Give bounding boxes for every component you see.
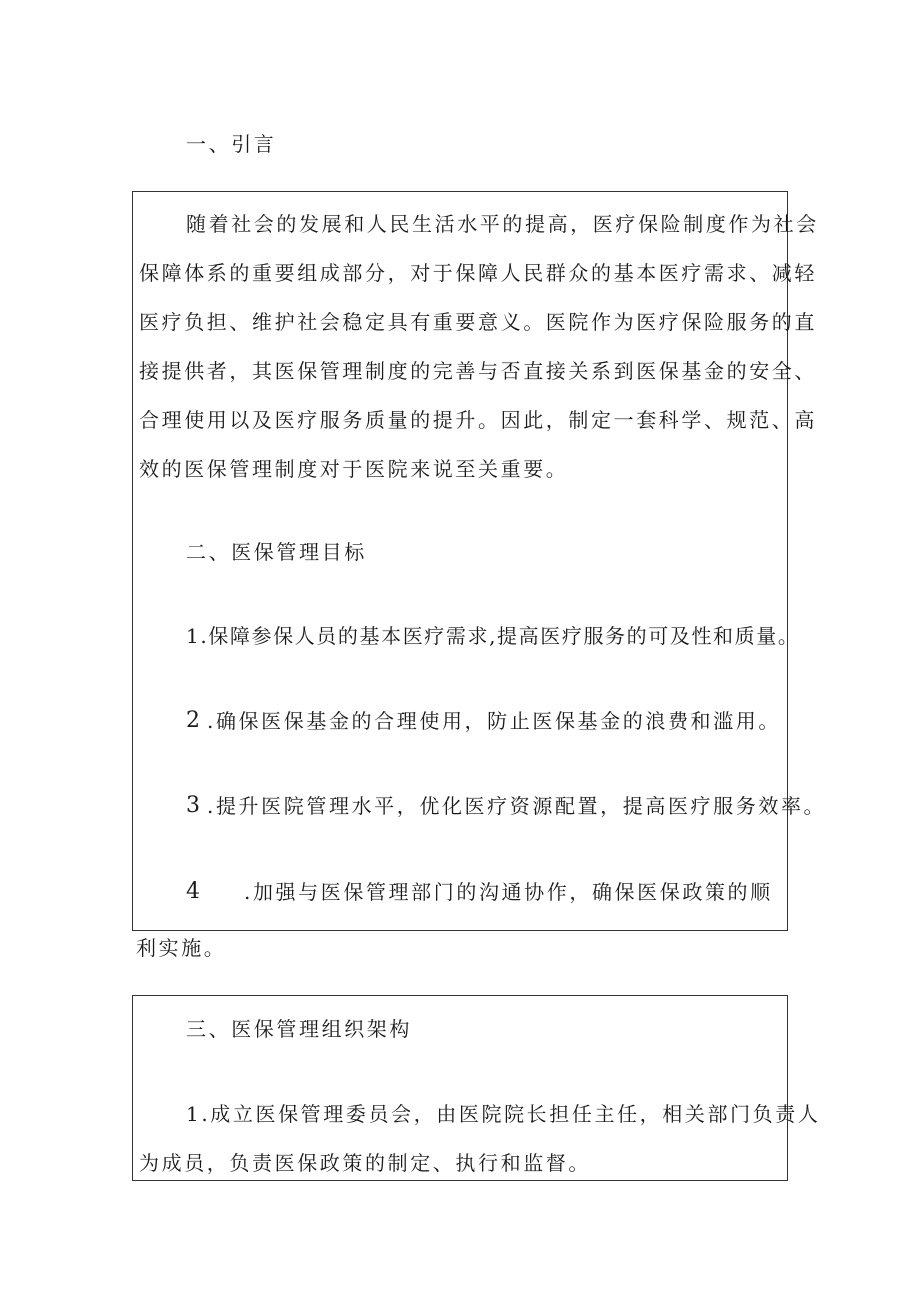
- intro-line-5: 合理使用以及医疗服务质量的提升。因此，制定一套科学、规范、高: [139, 408, 817, 432]
- goal-item-4-continuation: 利实施。: [136, 936, 227, 960]
- goal-item-4-text: .加强与医保管理部门的沟通协作，确保医保政策的顺: [244, 880, 773, 904]
- goal-item-1-number: 1.: [186, 624, 209, 648]
- goal-item-4-number: 4: [186, 879, 203, 904]
- intro-line-4: 接提供者，其医保管理制度的完善与否直接关系到医保基金的安全、: [139, 359, 817, 383]
- goal-item-3-number: 3: [186, 793, 203, 818]
- section3-heading: 三、医保管理组织架构: [186, 1017, 412, 1041]
- intro-line-1: 随着社会的发展和人民生活水平的提高，医疗保险制度作为社会: [186, 212, 819, 236]
- goal-item-2-text: .确保医保基金的合理使用，防止医保基金的浪费和滥用。: [207, 709, 781, 733]
- section1-heading: 一、引言: [186, 132, 277, 156]
- intro-line-2: 保障体系的重要组成部分，对于保障人民群众的基本医疗需求、减轻: [139, 261, 817, 285]
- section2-heading: 二、医保管理目标: [186, 540, 367, 564]
- intro-line-6: 效的医保管理制度对于医院来说至关重要。: [139, 457, 569, 481]
- org-item-1-line-2: 为成员，负责医保政策的制定、执行和监督。: [139, 1151, 591, 1175]
- org-item-1-line-1: 1.成立医保管理委员会，由医院院长担任主任，相关部门负责人: [186, 1102, 821, 1126]
- goal-item-1-text: 保障参保人员的基本医疗需求,提高医疗服务的可及性和质量。: [208, 624, 800, 648]
- goal-item-2-number: 2: [186, 708, 203, 733]
- goal-item-1: [186, 622, 799, 650]
- goal-item-3-text: .提升医院管理水平，优化医疗资源配置，提高医疗服务效率。: [207, 794, 827, 818]
- intro-line-3: 医疗负担、维护社会稳定具有重要意义。医院作为医疗保险服务的直: [139, 310, 817, 334]
